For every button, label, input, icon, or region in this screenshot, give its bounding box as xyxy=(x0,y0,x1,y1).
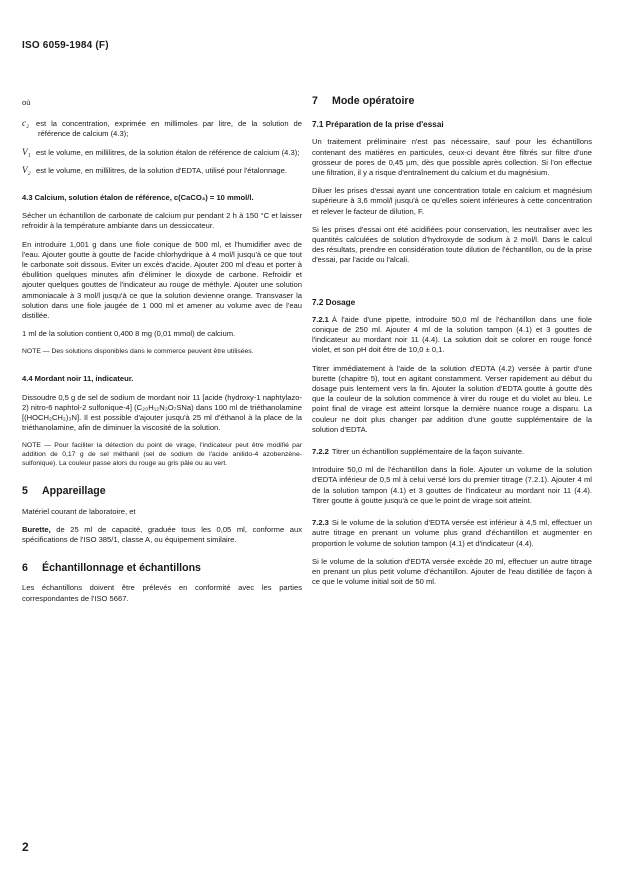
paragraph-text: Titrer un échantillon supplémentaire de la façon suivante. xyxy=(331,447,525,457)
paragraph: Sécher un échantillon de carbonate de calcium pur pendant 2 h à 150 °C et laisser refroidir à la température ambiante dans un dessiccateur. xyxy=(22,211,302,231)
section-title: Appareillage xyxy=(42,485,106,498)
definition-text: est le volume, en millilitres, de la solution étalon de référence de calcium (4.3); xyxy=(36,147,300,157)
paragraph: 1 ml de la solution contient 0,400 8 mg (0,01 mmol) de calcium. xyxy=(22,329,236,339)
section-number: 5 xyxy=(22,485,28,498)
paragraph: Si le volume de la solution d'EDTA versée excède 20 ml, effectuer un autre titrage en prenant un plus petit volume d'échantillon. Ajouter de l'eau distillée de façon à ce que le volume initial soit de 50 ml. xyxy=(312,556,592,587)
heading-7-1: 7.1 Préparation de la prise d'essai xyxy=(312,120,444,130)
section-number: 7 xyxy=(312,95,318,107)
subsection-number: 7.2.3 xyxy=(312,518,329,528)
paragraph-text: de 25 ml de capacité, graduée tous les 0,05 ml, conforme aux spécifications de l'ISO 385/1, classe A, ou équipement similaire. xyxy=(22,524,302,545)
right-column xyxy=(312,96,592,595)
var-v2: V₂ xyxy=(22,164,31,175)
heading-4-4: 4.4 Mordant noir 11, indicateur. xyxy=(22,374,134,384)
definition-v1 xyxy=(22,147,302,158)
var-v1: V₁ xyxy=(22,146,31,157)
left-column xyxy=(22,98,302,612)
definition-v2 xyxy=(22,165,302,176)
page-number: 2 xyxy=(22,840,29,854)
paragraph: Titrer immédiatement à l'aide de la solution d'EDTA (4.2) versée à partir d'une burette (chapitre 5), tout en agitant constamment. Verser rapidement au début du dosage puis lentement vers la fin. Ajouter la solution d'EDTA goutte à goutte dès que la couleur de la solution commence à virer du rouge et du violet au bleu. Le point final de virage est atteint lorsque la dernière nuance rouge a disparu. La couleur ne doit plus changer par addition d'une goutte supplémentaire de la solution d'EDTA. xyxy=(312,363,592,434)
section-title: Mode opératoire xyxy=(332,95,415,107)
section-title: Échantillonnage et échantillons xyxy=(42,562,201,575)
term-burette: Burette, xyxy=(22,524,51,534)
subsection-number: 7.2.2 xyxy=(312,447,329,457)
paragraph: En introduire 1,001 g dans une fiole conique de 500 ml, et l'humidifier avec de l'eau. Ajouter goutte à goutte de l'acide chlorhydrique à 4 mol/l jusqu'à ce que tout le carbonate soit dissous. Eviter un excès d'acide. Ajouter 200 ml d'eau et porter à ébullition quelques minutes afin d'éliminer le dioxyde de carbone. Refroidir et ajouter quelques gouttes de l'indicateur au rouge de méthyle. Ajouter une solution ammoniacale à 3 mol/l jusqu'à ce que la solution devienne orange. Transvaser la solution dans une fiole jaugée de 1 000 ml et amener au volume avec de l'eau distillée. xyxy=(22,239,302,321)
heading-section-7 xyxy=(312,96,592,106)
paragraph: Si les prises d'essai ont été acidifiées pour conservation, les neutraliser avec les quantités calculées de solution d'hydroxyde de sodium à 2 mol/l. Dans le calcul des résultats, prendre en considération toute dilution de l'échantillon, ou de la prise d'essai, par l'acide ou l'alcali. xyxy=(312,224,592,265)
note: NOTE — Pour faciliter la détection du point de virage, l'indicateur peut être modifié par addition de 0,17 g de sel méthanil (sel de sodium de l'acide anilido-4 azobenzène-sulfonique). La couleur passe alors du rouge au gris pâle ou au vert. xyxy=(22,442,302,468)
paragraph-7-2-2 xyxy=(312,447,592,457)
paragraph-7-2-1 xyxy=(312,315,592,356)
paragraph: Dissoudre 0,5 g de sel de sodium de mordant noir 11 [acide (hydroxy-1 naphtylazo-2) nitro-6 naphtol-2 sulfonique-4] (C₂₀H₁₂N₃O₇SNa) dans 100 ml de triéthanolamine [(HOCH₂CH₂)₃N]. Il est possible d'ajouter jusqu'à 25 ml d'éthanol à la place de la triéthanolamine, afin de diminuer la viscosité de la solution. xyxy=(22,392,302,433)
paragraph-7-2-3 xyxy=(312,518,592,549)
heading-7-2: 7.2 Dosage xyxy=(312,297,356,307)
var-c2: c₂ xyxy=(22,118,30,129)
note: NOTE — Des solutions disponibles dans le commerce peuvent être utilisées. xyxy=(22,348,254,356)
paragraph: Un traitement préliminaire n'est pas nécessaire, sauf pour les échantillons contenant des matières en particules, ceux-ci devant être filtrés sur filtre d'une grosseur de pores de 0,45 µm, dès que possible après collection. Si l'on effectue une filtration, il y a risque d'entraînement du calcium et du magnésium. xyxy=(312,137,592,178)
paragraph: Matériel courant de laboratoire, et xyxy=(22,506,136,516)
paragraph: Diluer les prises d'essai ayant une concentration totale en calcium et magnésium supérieure à 3,6 mmol/l jusqu'à ce qu'elles soient inférieures à cette concentration et relever le facteur de dilution, F. xyxy=(312,186,592,216)
paragraph-text: Si le volume de la solution d'EDTA versée est inférieur à 4,5 ml, effectuer un autre titrage en prenant un volume plus grand d'échantillon et augmenter en proportion le volume de solution tampon (4.1) et d'indicateur (4.4). xyxy=(312,518,592,548)
paragraph: Les échantillons doivent être prélevés en conformité avec les parties correspondantes de l'ISO 5667. xyxy=(22,583,302,603)
heading-section-5 xyxy=(22,486,302,496)
document-header: ISO 6059-1984 (F) xyxy=(22,40,109,51)
paragraph-text: À l'aide d'une pipette, introduire 50,0 ml de l'échantillon dans une fiole conique de 250 ml. Ajouter 4 ml de la solution tampon (4.1) et 3 gouttes de l'indicateur au mordant noir 11 (4.4). La solution doit se colorer en rouge foncé violet, et son pH doit être de 10,0 ± 0,1. xyxy=(312,314,592,355)
definition-text: est le volume, en millilitres, de la solution d'EDTA, utilisé pour l'étalonnage. xyxy=(36,165,287,175)
definition-text: est la concentration, exprimée en millimoles par litre, de la solution de référence de calcium (4.3); xyxy=(36,119,302,139)
paragraph: Introduire 50,0 ml de l'échantillon dans la fiole. Ajouter un volume de la solution d'EDTA inférieur de 0,5 ml à celui versé lors du premier titrage (7.2.1). Ajouter 4 ml de la solution tampon (4.1) et 3 gouttes de l'indicateur au mordant noir 11 (4.4). Titrer goutte à goutte jusqu'à ce que le point de virage soit atteint. xyxy=(312,465,592,505)
ou-label: où xyxy=(22,98,31,107)
paragraph xyxy=(22,525,302,545)
heading-section-6 xyxy=(22,563,302,573)
heading-4-3: 4.3 Calcium, solution étalon de référence, c(CaCO₃) = 10 mmol/l. xyxy=(22,193,254,203)
subsection-number: 7.2.1 xyxy=(312,314,329,324)
section-number: 6 xyxy=(22,562,28,575)
definition-c2 xyxy=(22,118,302,139)
